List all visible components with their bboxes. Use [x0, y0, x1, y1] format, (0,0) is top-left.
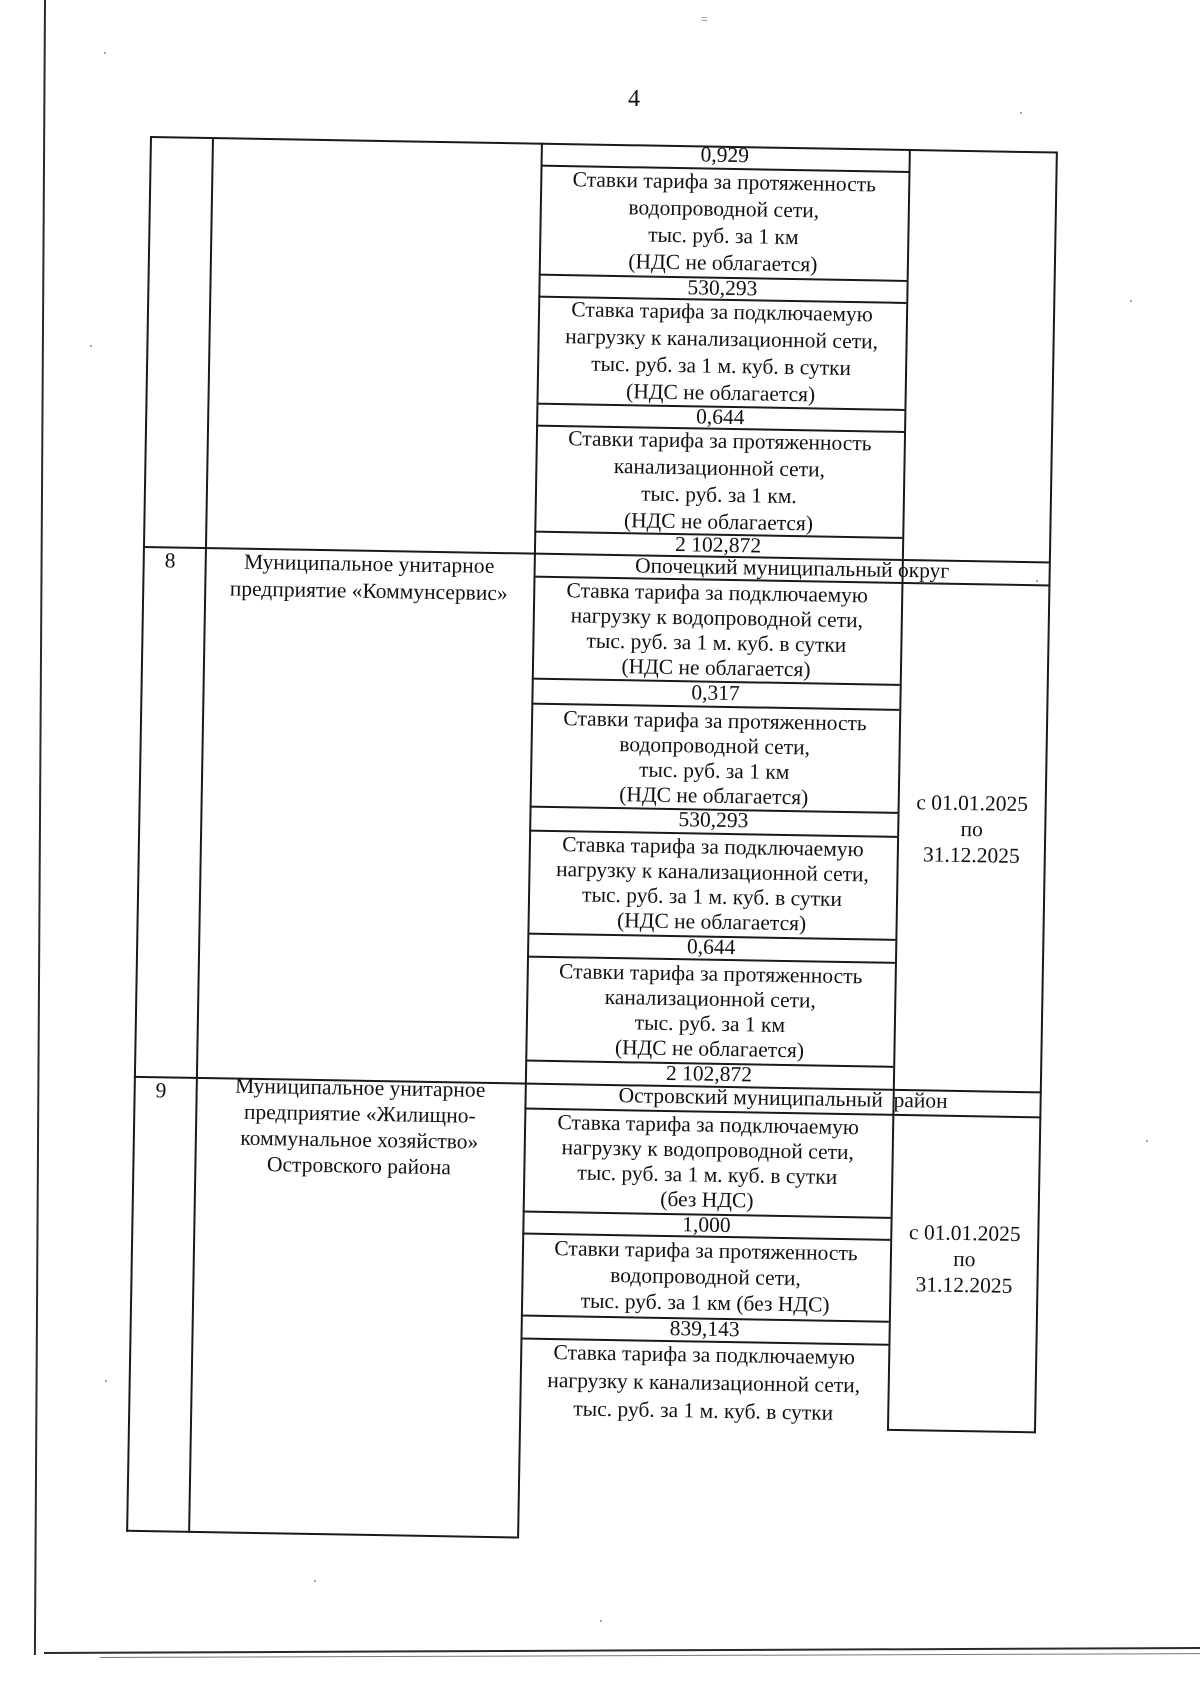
tariff-table [126, 136, 1130, 1549]
value-sewer-load: 0,644 [695, 404, 745, 430]
scan-speck [314, 1580, 316, 1582]
row9-water-load-rate-label: Ставка тарифа за подключаемую нагрузку к водопроводной сети, тыс. руб. за 1 м. куб. в сутки (без НДС) [557, 1110, 860, 1213]
row8-water-length-rate-label: Ставки тарифа за протяженность водопроводной сети, тыс. руб. за 1 км (НДС не облагается) [563, 706, 867, 810]
scan-speck [1146, 1140, 1148, 1142]
row8-value-sewer-load: 0,644 [686, 934, 736, 960]
column-divider-number [188, 137, 214, 1533]
row9-region: Островский муниципальный район [618, 1083, 948, 1113]
row8-validity-period: с 01.01.2025 по 31.12.2025 [916, 790, 1029, 868]
page-number: 4 [628, 86, 640, 112]
sewer-length-rate-label: Ставки тарифа за протяженность канализационной сети, тыс. руб. за 1 км. (НДС не облагается) [568, 426, 872, 536]
scan-speck [105, 1380, 107, 1382]
row9-value-water-load: 1,000 [682, 1212, 731, 1238]
row9-water-length-rate-label: Ставки тарифа за протяженность водопроводной сети, тыс. руб. за 1 км (без НДС) [554, 1236, 858, 1317]
scan-speck [600, 1620, 602, 1622]
row9-sewer-load-rate-label: Ставка тарифа за подключаемую нагрузку к канализационной сети, тыс. руб. за 1 м. куб. в сутки [547, 1340, 861, 1425]
row9-validity-period: с 01.01.2025 по 31.12.2025 [908, 1220, 1021, 1298]
row8-sewer-load-rate-label: Ставка тарифа за подключаемую нагрузку к канализационной сети, тыс. руб. за 1 м. куб. в сутки (НДС не облагается) [555, 832, 870, 936]
scan-speck [1130, 300, 1132, 302]
sewer-load-rate-label: Ставка тарифа за подключаемую нагрузку к канализационной сети, тыс. руб. за 1 м. куб. в сутки (НДС не облагается) [564, 297, 879, 407]
row8-value-water-load: 0,317 [691, 680, 740, 706]
scan-speck [90, 345, 92, 347]
scan-mark: = [701, 12, 708, 26]
row8-number: 8 [164, 548, 176, 573]
value-sewer-length: 2 102,872 [674, 532, 762, 558]
scan-speck [1020, 112, 1022, 114]
table-border-bottom-right [887, 1429, 1036, 1434]
row9-organization: Муниципальное унитарное предприятие «Жилищно- коммунальное хозяйство» Островского района [234, 1073, 486, 1180]
row8-water-load-rate-label: Ставка тарифа за подключаемую нагрузку к водопроводной сети, тыс. руб. за 1 м. куб. в сутки (НДС не облагается) [566, 578, 869, 682]
row8-value-water-length: 530,293 [678, 807, 749, 833]
row8-organization: Муниципальное унитарное предприятие «Коммунсервис» [229, 549, 508, 606]
scan-speck [1036, 580, 1038, 582]
value-water-load: 0,929 [700, 142, 750, 168]
water-length-rate-label: Ставки тарифа за протяженность водопроводной сети, тыс. руб. за 1 км (НДС не облагается) [572, 167, 877, 277]
row8-sewer-length-rate-label: Ставки тарифа за протяженность канализационной сети, тыс. руб. за 1 км (НДС не облагается) [558, 959, 863, 1063]
value-water-length: 530,293 [687, 275, 758, 301]
row9-number: 9 [155, 1078, 167, 1103]
scan-speck [104, 52, 106, 54]
row9-value-water-length: 839,143 [669, 1316, 740, 1342]
row8-region: Опочецкий муниципальный округ [634, 553, 950, 583]
row8-value-sewer-length: 2 102,872 [665, 1060, 753, 1087]
